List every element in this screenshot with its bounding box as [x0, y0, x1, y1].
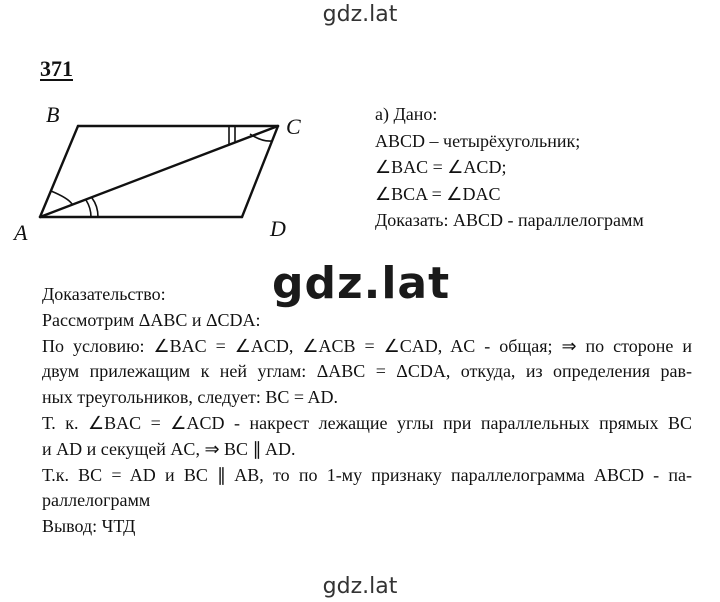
proof-line: и AD и секущей AC, ⇒ BC ∥ AD.	[42, 438, 296, 459]
watermark-bottom: gdz.lat	[322, 574, 398, 599]
proof-line: По условию: ∠BAC = ∠ACD, ∠ACB = ∠CAD, AC - общая; ⇒ по стороне и	[42, 335, 692, 356]
proof-heading: Доказательство:	[42, 284, 166, 304]
watermark-middle: gdz.lat	[272, 258, 451, 309]
given-heading: а) Дано:	[375, 104, 438, 124]
given-line: ABCD – четырёхугольник;	[375, 130, 581, 151]
problem-number: 371	[40, 56, 73, 81]
proof-line: раллелограмм	[42, 490, 151, 511]
given-line: ∠BCA = ∠DAC	[375, 183, 501, 204]
vertex-label-c: C	[286, 114, 301, 139]
given-block	[375, 101, 644, 234]
angle-mark-dac-2	[86, 200, 91, 217]
vertex-label-a: A	[14, 220, 28, 245]
given-prove-line: Доказать: ABCD - параллелограмм	[375, 210, 644, 230]
proof-conclusion: Вывод: ЧТД	[42, 516, 136, 537]
proof-line: Т. к. ∠BAC = ∠ACD - накрест лежащие углы при параллельных прямых BC	[42, 412, 692, 433]
diagonal-ac	[40, 126, 278, 217]
vertex-label-d: D	[270, 216, 286, 241]
angle-mark-bac	[51, 191, 72, 204]
parallelogram-figure	[10, 96, 340, 246]
proof-line: Т.к. BC = AD и BC ∥ AB, то по 1-му признаку параллелограмма ABCD - па-	[42, 464, 692, 485]
watermark-top: gdz.lat	[322, 2, 398, 27]
angle-mark-dac-1	[92, 198, 98, 217]
proof-line: Рассмотрим ΔABC и ΔCDA:	[42, 309, 261, 330]
given-line: ∠BAC = ∠ACD;	[375, 157, 507, 177]
proof-line: ных треугольников, следует: BC = AD.	[42, 387, 339, 408]
proof-block	[42, 282, 692, 540]
proof-line: двум прилежащим к ней углам: ΔABC = ΔCDA, откуда, из определения рав-	[42, 361, 692, 382]
vertex-label-b: B	[46, 102, 60, 127]
